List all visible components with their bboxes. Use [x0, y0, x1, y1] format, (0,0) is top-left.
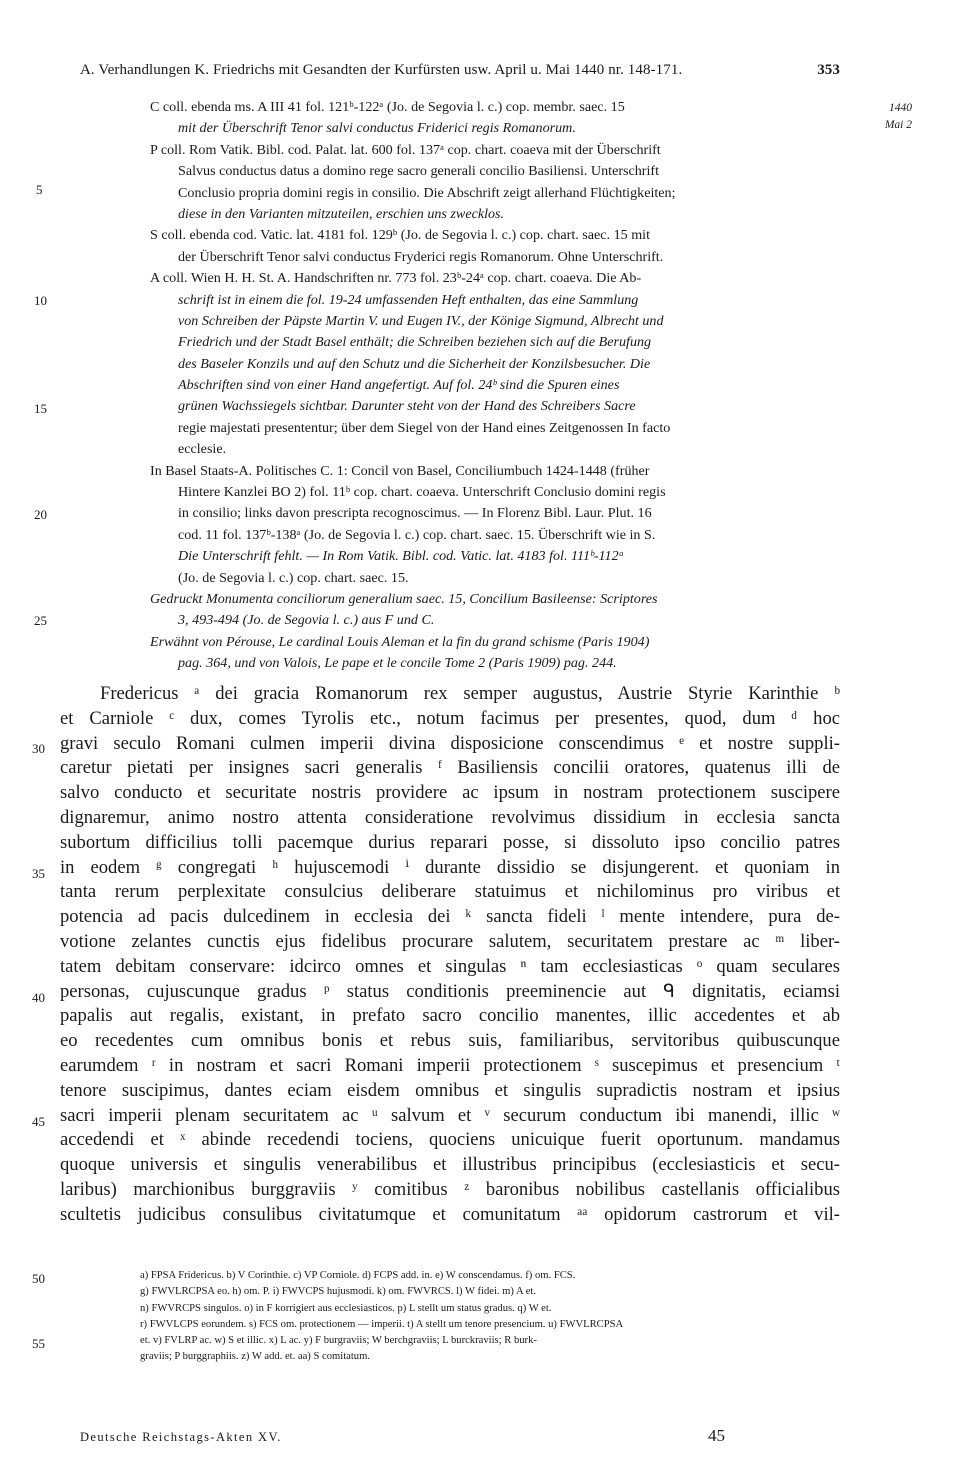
footnote-apparatus	[140, 1268, 840, 1366]
text-line: potencia ad pacis dulcedinem in ecclesia dei ᵏ sancta fideli ˡ mente intendere, pura de-	[60, 906, 840, 928]
line-number: 5	[36, 182, 43, 197]
intro-line: der Überschrift Tenor salvi conductus Fryderici regis Romanorum. Ohne Unterschrift.	[178, 248, 664, 265]
intro-line: Friedrich und der Stadt Basel enthält; die Schreiben beziehen sich auf die Berufung	[178, 334, 652, 351]
footnote-line: a) FPSA Fridericus. b) V Corinthie. c) VP Corniole. d) FCPS add. in. e) W conscendamus. f) om. FCS.	[140, 1270, 576, 1281]
intro-line: A coll. Wien H. H. St. A. Handschriften nr. 773 fol. 23ᵇ-24ᵃ cop. chart. coaeva. Die Ab-	[150, 270, 642, 287]
line-number: 20	[34, 507, 47, 522]
text-line: papalis aut regalis, existant, in prefato sacro concilio manentes, illic accedentes et ab	[60, 1005, 840, 1027]
text-line: laribus) marchionibus burggraviis ʸ comitibus ᶻ baronibus nobilibus castellanis officialibus	[60, 1178, 840, 1200]
intro-line: P coll. Rom Vatik. Bibl. cod. Palat. lat. 600 fol. 137ᵃ cop. chart. coaeva mit der Überschrift	[150, 141, 661, 158]
text-line: et Carniole ᶜ dux, comes Tyrolis etc., notum facimus per presentes, quod, dum ᵈ hoc	[60, 707, 840, 729]
line-number: 10	[34, 293, 47, 308]
text-line: sacri imperii plenam securitatem ac ᵘ salvum et ᵛ securum conductum ibi manendi, illic ʷ	[60, 1104, 840, 1126]
margin-date-year: 1440	[889, 102, 912, 114]
line-number: 55	[32, 1336, 45, 1351]
intro-line: von Schreiben der Päpste Martin V. und Eugen IV., der Könige Sigmund, Albrecht und	[178, 312, 664, 329]
intro-line: des Baseler Konzils und auf den Schutz und die Sicherheit der Konzilsbesucher. Die	[178, 355, 651, 372]
intro-line: (Jo. de Segovia l. c.) cop. chart. saec. 15.	[178, 569, 409, 586]
margin-date	[842, 100, 912, 134]
text-line: subortum difficilius tolli pacemque durius reparari posse, si dissoluto ipso concilio patres	[60, 831, 840, 853]
intro-line: C coll. ebenda ms. A III 41 fol. 121ᵇ-122ᵃ (Jo. de Segovia l. c.) cop. membr. saec. 15	[150, 99, 625, 115]
intro-line: S coll. ebenda cod. Vatic. lat. 4181 fol. 129ᵇ (Jo. de Segovia l. c.) cop. chart. saec. 15 mit	[150, 227, 650, 244]
intro-line: Salvus conductus datus a domino rege sacro generali concilio Basiliensi. Unterschrift	[178, 163, 660, 180]
line-number: 30	[32, 741, 45, 756]
intro-line: Erwähnt von Pérouse, Le cardinal Louis Aleman et la fin du grand schisme (Paris 1904)	[150, 633, 650, 650]
footnote-line: n) FWVRCPS singulos. o) in F korrigiert aus ecclesiasticos. p) L stellt um status gradus. q) W et.	[140, 1302, 552, 1314]
document-text	[60, 682, 840, 1228]
text-line: eo recedentes cum omnibus bonis et rebus suis, familiaribus, servitoribus quibuscunque	[60, 1030, 840, 1052]
line-number: 35	[32, 866, 45, 881]
text-line: salvo conducto et securitate nostris providere ac ipsum in nostram protectionem suscipere	[60, 782, 840, 804]
text-line: earumdem ʳ in nostram et sacri Romani imperii protectionem ˢ suscepimus et presencium ᵗ	[60, 1054, 840, 1076]
intro-line: grünen Wachssiegels sichtbar. Darunter steht von der Hand des Schreibers Sacre	[178, 398, 636, 415]
text-line: quoque universis et singulis venerabilibus et illustribus principibus (ecclesiasticis et secu-	[60, 1154, 840, 1176]
footnote-line: r) FWVLCPS eorundem. s) FCS om. protectionem — imperii. t) A stellt um tenore presencium. u) FWVLRCPSA	[140, 1318, 624, 1330]
intro-line: schrift ist in einem die fol. 19-24 umfassenden Heft enthalten, das eine Sammlung	[178, 291, 639, 308]
intro-line: in consilio; links davon prescripta recognoscimus. — In Florenz Bibl. Laur. Plut. 16	[178, 505, 652, 522]
intro-line: Hintere Kanzlei BO 2) fol. 11ᵇ cop. chart. coaeva. Unterschrift Conclusio domini regis	[178, 484, 666, 501]
text-line: tatem debitam conservare: idcirco omnes et singulas ⁿ tam ecclesiasticas ᵒ quam seculares	[60, 955, 840, 977]
footnote-line: graviis; P burggraphiis. z) W add. et. aa) S comitatum.	[140, 1351, 370, 1363]
text-line: votione zelantes cunctis ejus fidelibus procurare salutem, securitatem prestare ac ᵐ liber-	[60, 930, 840, 952]
intro-line: diese in den Varianten mitzuteilen, erschien uns zwecklos.	[178, 205, 505, 222]
intro-line: cod. 11 fol. 137ᵇ-138ᵃ (Jo. de Segovia l. c.) cop. chart. saec. 15. Überschrift wie in S.	[178, 526, 656, 543]
signature-number: 45	[708, 1426, 725, 1445]
intro-line: Conclusio propria domini regis in consilio. Die Abschrift zeigt allerhand Flüchtigkeiten;	[178, 184, 676, 201]
intro-line: In Basel Staats-A. Politisches C. 1: Concil von Basel, Conciliumbuch 1424-1448 (früher	[150, 462, 650, 479]
footnote-line: g) FWVLRCPSA eo. h) om. P. i) FWVCPS hujusmodi. k) om. FWVRCS. l) W fidei. m) A et.	[140, 1286, 537, 1298]
text-line: personas, cujuscunque gradus ᵖ status conditionis preeminencie aut ᑫ dignitatis, eciamsi	[60, 980, 840, 1002]
text-line: accedendi et ˣ abinde recedendi tociens, quociens unicuique fuerit oportunum. mandamus	[60, 1129, 840, 1151]
text-line: gravi seculo Romani culmen imperii divina disposicione conscendimus ᵉ et nostre suppli-	[60, 732, 840, 754]
margin-date-day: Mai 2	[884, 119, 912, 131]
running-title: A. Verhandlungen K. Friedrichs mit Gesandten der Kurfürsten usw. April u. Mai 1440 nr. 148-171.	[80, 62, 683, 78]
line-number: 40	[32, 990, 45, 1005]
line-number: 45	[32, 1114, 45, 1129]
volume-title: Deutsche Reichstags-Akten XV.	[80, 1430, 282, 1444]
intro-line: Abschriften sind von einer Hand angefertigt. Auf fol. 24ᵇ sind die Spuren eines	[178, 377, 620, 394]
intro-line: 3, 493-494 (Jo. de Segovia l. c.) aus F und C.	[178, 612, 435, 629]
line-number: 25	[34, 613, 47, 628]
text-line: caretur pietati per insignes sacri generalis ᶠ Basiliensis concilii oratores, quatenus illi de	[60, 757, 840, 779]
intro-line: mit der Überschrift Tenor salvi conductus Friderici regis Romanorum.	[178, 120, 576, 137]
text-line: tanta rerum perplexitate consulcius deliberare statuimus et nichilominus pro viribus et	[60, 881, 840, 903]
text-line: Fredericus ᵃ dei gracia Romanorum rex semper augustus, Austrie Styrie Karinthie ᵇ	[100, 683, 840, 704]
intro-line: regie majestati presententur; über dem Siegel von der Hand eines Zeitgenossen In facto	[178, 419, 671, 436]
intro-line: Die Unterschrift fehlt. — In Rom Vatik. Bibl. cod. Vatic. lat. 4183 fol. 111ᵇ-112ᵃ	[178, 548, 625, 565]
text-line: scultetis judicibus consulibus civitatumque et comunitatum ᵃᵃ opidorum castrorum et vil-	[60, 1203, 840, 1225]
intro-line: ecclesie.	[178, 441, 227, 458]
text-line: tenore suscipimus, dantes eciam eisdem omnibus et singulis supradictis nostram et ipsius	[60, 1079, 840, 1101]
page-number: 353	[817, 62, 840, 78]
intro-line: Gedruckt Monumenta conciliorum generalium saec. 15, Concilium Basileense: Scriptores	[150, 590, 658, 607]
text-line: in eodem ᵍ congregati ʰ hujuscemodi ⁱ durante dissidio se disjungerent. et quoniam in	[60, 856, 840, 878]
source-apparatus	[150, 97, 840, 675]
line-number: 50	[32, 1271, 45, 1286]
intro-line: pag. 364, und von Valois, Le pape et le concile Tome 2 (Paris 1909) pag. 244.	[178, 655, 617, 672]
text-line: dignaremur, animo nostro attenta consideratione revolvimus dissidium in ecclesia sancta	[60, 806, 840, 828]
footnote-line: et. v) FVLRP ac. w) S et illic. x) L ac. y) F burgraviis; W berchgraviis; L burckraviis; R burk-	[140, 1335, 537, 1347]
line-number: 15	[34, 401, 47, 416]
